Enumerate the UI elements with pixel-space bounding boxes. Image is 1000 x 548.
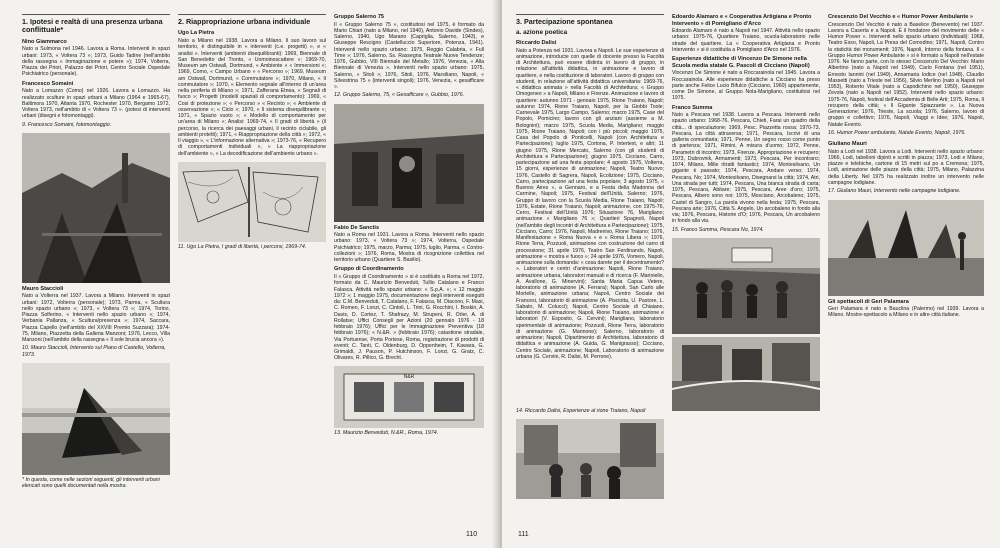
photo-mauri — [828, 200, 984, 296]
figure-caption: 14. Riccardo Dalisi, Esperienze al rione Traiano, Napoli — [516, 407, 646, 414]
photo-somaini — [22, 133, 170, 283]
artist-bio: Nato a Pescara nel 1938. Lavora a Pescara. Interventi nello spazio urbano: 1968-76, Pescara, Chieti, Farai un quadro della città... di speculazione; 1969, Pesc. Piazzetta rossa; 1970-73, Pescara, La città attraversa; 1971, Pescara, Iscrivi di una galleria comunitaria; 1971, Penne, Un segno rosso come punto di partenza; 1971, Rimini, A misura d'uomo; 1972, Penne, Parametri di incontro; 1973, Firenze, Appropriazione e recupero; 1973, Dubrovnik, Armamenti; 1973, Pescara, Per incontrarci; 1974, Milano, Mille ritratti fantastici; 1974, Montesilvano, Un gigante è passato; 1974, Pescara, Andare verso; 1974, Pescara, No; 1974, Montesilvano, Disegnarsi la città; 1974, Atri, Una strada per tutti; 1974, Pescara, Una bianca strada di carta; 1975, Pescara, Abitare; 1975, Pescara, Aree d'oro; 1975, Pescara, Albero sono noi; 1975, Mosciano, Arcobaleno; 1975, Castel di Sangro, La parola vivono nella festa; 1975, Pescara, Pescara arte; 1976, Città S. Angelo, Un arcobaleno in fondo alla via; 1976, Pescara, Historie d'O; 1976, Pescara, Un arcobaleno in fondo alla via. — [672, 112, 820, 225]
footnote: * In questa, come nelle sezioni seguenti, gli interventi urbani elencati sono quelli documentati nella mostra. — [22, 476, 160, 490]
page-number: 110 — [466, 531, 478, 538]
artist-name: Riccardo Dalisi — [516, 40, 557, 46]
artist-bio: Nato a Lodi nel 1938. Lavora a Lodi. Interventi nello spazio urbano: 1966, Lodi, tabelloni dipinti e scritti in piazza; 1973, Lodi e Milano, piazze e telebiche, cartone di 15 metri sul po a Cremona; 1975, Lodi, animazione delle piazze della città; 1975, Milano, Palazzina della Liberty. Nel 1975 ha realizzato inoltre un intervento nelle campagne lodigiane. — [828, 148, 984, 186]
figure-caption: 16. Humor Power ambulante, Natale Evento, Napoli, 1976. — [828, 129, 966, 136]
left-page — [0, 0, 498, 548]
right-column-1 — [516, 14, 664, 501]
artist-bio: Il « Gruppo di Coordinamento » si è costituito a Roma nel 1972, formato da C. Maurizio Benveduti, Tullio Catalano e Franco Falasca. Attività nello spazio urbano: « S.p.A. »; « 12 maggio 1972 »; 1 maggio 1975, documentazione degli interventi eseguiti da: C.M. Benveduti, T. Catalano, F. Falasca, M. Diacono, F. Masi, C. Romeo, F. Lonzi, C. Cintoli, L. Trini, G. Rocchini, I. Boskin, A. Davis, D. Cortez, T. Shafrazy, M. Strupeni, R. Orler, A. di Rollatse; Uffici Consegli per Azioni (20 gennaio 1976 - 18 febbraio 1976); Uffici per le Immaginazione Preventiva (18 febbraio 1976); « N.&R. » (febbraio 1976); catastione stradale, Via Portuense, Porta Portese, Roma, registrazione di prodotti di eventi; C. Tanti, C. Oldenburg, D. Oppenheim, T. Kawara, G. Grimaldi, J. Pauson, P. Hutchinson, F. Lonzi, G. Gratz, C. Olivares, R. Pillico, G. Brecht. — [334, 274, 484, 362]
left-column-1 — [22, 14, 170, 489]
artist-bio: Nato a Milano nel 1938. Lavora a Milano. Il suo lavoro sul territorio, è distinguibile in « interventi (c.e. progetti) », e « analisi ». Interventi (ambienti disequilibranti): 1969, Biennale di San Benedetto del Tronto, « Uomoinoscattere »; 1969-70, Museum am Ostwall, Dortmund, « Ambiente » « Immersioni »; 1969, Como, « Campo Urbano » « Percorso »; 1969, Museum am Ostwall, Dortmund, « Commutatore »; 1970, Milano, « Il commutatore »; 1970, « Elemento segnale all'interno di un'area nella periferia di Milano »; 1971, Zafferana Etnea, « Segnali di fuoco »; Progetti (modelli spaziali di comportamento): 1969, « Cosi di protezione »; « Percorso » « Recinto »; « Ambiente di osservazione »; « Ciclo »; 1970, « Il sistema disequilibrante »; 1971, « Spazio vuoto »; « Modello di comportamento per un'area di Milano »; Analisi: 1969-74, « Il gradi di libertà » (il percorso, la ricerca dei paesaggi urbani, il recinto ciclabile, gli ambienti protetti); 1971, « Riappropriazione della città »; 1972, « Il viaggio », « L'informazione alternativa »; 1973-76, « Recupero di comportamenti individuali », « La riappropriazione dell'ambiente », « La decodificazione dell'ambiente urbano ». — [178, 38, 326, 157]
figure-caption: 17. Giuliano Mauri, Intervento nelle campagne lodigiane. — [828, 188, 961, 195]
figure-caption: 12. Gruppo Salerno, 75, « Gesafficare », Gubbio, 1976. — [334, 92, 465, 99]
section-title: 1. Ipotesi e realtà di una presenza urbana conflittuale* — [22, 17, 163, 35]
photo-gruppo-salerno — [334, 104, 484, 222]
section-title: 3. Partecipazione spontanea — [516, 17, 613, 26]
figure-caption: 13. Maurizio Benveduti, N.&R., Roma, 1974. — [334, 429, 439, 436]
page-number: 111 — [518, 531, 529, 538]
left-column-3 — [334, 14, 484, 441]
right-column-3 — [828, 14, 984, 319]
artist-name: Crescenzio Del Vecchio e « Humor Power Ambulante » — [828, 14, 973, 20]
photo-benveduti — [334, 366, 484, 428]
artist-name: Edoardo Alamaro e « Cooperativa Artigiana e Pronto Intervento » di Pomigliano d'Arco — [672, 14, 812, 27]
artist-bio: Crescenzio Del Vecchio è nato a Baselice (Benevento) nel 1937. Lavora a Caserta e a Napoli. È il fondatore del movimento delle « Humor Power ». Interventi nello spazio urbano (individuali): 1968, Teatro Esso, Napoli, La Presa del Comodino; 1971, Napoli, Contro la staticità dei monumenti; 1976, Napoli, Intorno della fontana. Il « Gruppo Humor Power Ambulante » si è formato a Napoli nell'estate 1976. Ne fanno parte, con lo stesso Crescenzio Del Vecchio: Mario Albertino (nato a Napoli nel 1949), Carlo Fontana (nel 1951), Ernesto Iannini (nel 1949), Annamaria Iodice (nel 1948), Claudio Massetti (nato a Trieste nel 1956), Silvio Merlino (nato a Napoli nel 1953), Roberto Vitale (nato a Capodichino nel 1950), Giuseppe Zevola (nato a Napoli nel 1952). Interventi nello spazio urbano: 1975-76, Napoli, festival dell'Accademia di Belle Arti; 1975, Roma, Il recupero della città; « Il Gigante Spiazzante ». La Nuova Generazione; 1976, Trieste, La scuola; 1976, Salerno, lavoro di gruppo e collettivo; 1976, Napoli, Viaggi e Idee; 1976, Napoli, Natale Evento. — [828, 21, 984, 128]
artist-name: Gruppo di Coordinamento — [334, 266, 404, 273]
artist-bio: Edoardo Alamaro è nato a Napoli nel 1947. Attività nello spazio urbano: 1975-76, Quartiere Traiano, scuola-laboratorio nelle strade del quartiere. La « Cooperativa Artigiana e Pronto Intervento » si è costituita a Pomigliano d'Arco nel 1976. — [672, 28, 820, 53]
artist-bio: Nato a Potenza nel 1931. Lavora a Napoli. Le sue esperienze di animazione, introducte con quelle di docente presso la Facoltà di Architettura, può essere distinta in lavoro di gruppo, in relazione all'attività didattica, in animazione e lavoro di quartiere, e nella costituzione di laboratori. Lavoro di gruppo con studenti, in relazione all'attività didattica universitaria: 1969-76, « didattica animata » nella Facoltà di Architettura; « Gruppo Omogeneo » a Napoli, Milano e Firenze. Animazione e lavoro di quartiere: autunno 1971 - gennaio 1975, Rione Traiano, Napoli; autunno 1974, Rione Traiano, Napoli, per la Giobbi Toole; Carnevale 1975, Largo Campo, Salerno; marzo 1975, Case del Popolo, Pomicino; lavoro con gli anziani (assieme a M. Bolognini); marzo 1975, Scuola Media, Marigliano; maggio 1975, Rione Traiano, Napoli; con i più piccoli; maggio 1975, Casa del Popolo di Ponticelli, Napoli (con Architettura e Partecipazione); luglio 1975, Cortona, P. Intertext, e altri; 11 giugno 1975, Rione Mercato, Salerno (con gli studenti di Architettura e Partecipazione); giugno 1975, Cicciano, Carro, partecipazione ad una festa popolare; 4 agosto 1975, Volterra, 15 giorni, esperienze di animazione; Napoli, Teatro Nuovo; 1976, Castello di Sagrera, Napoli, Ecolizione; 1975, Cicciano, Carro, partecipazione ad una festa popolare; 3 agosto 1975, « Buenos Aires », a Gennaro, e a Festa della Madonna del Carmine, Napoli; 1975, Festival dell'Unità, Salerno; 1976, Gruppo di lavoro con la Scuola Media, Rione Traiano, Napoli; 1976, Estate, Rione Traiano, Napoli; animazione, con 1975-76, Cerro, Festival dell'Unità 1976; Situazione 76, Marigliano; animazione « Marigliano 76 »; Quartieri Spagnoli, Napoli (nell'ambito degli incontri di Architettura e Partecipazione); 1975, Cicciano, Carro; 1976, Napoli, Madrenivo, Rione Traiano; 1976, Manifestazione « Roma Nuova » e « Roma Libera »; 1976, Rione Terra, Pozzuoli, animazione con costruzione del carro di processione; 31 aprile 1976, Teatro San Ferdinando, Napoli, animazione « mostra e fuoco »; 24 aprile 1976, Vomero, Napoli, animazione sulla domanda: « cosa darete per il decentramento? ». Laboratori e centri d'animazione: Napoli, Rione Traiano, animazione urbana, laboratori manuali e di ricerca (F. Mariniello, A. Avallone, G. Minervini); Santa Maria Capua Vetere, laboratorio di animazione (A. Ferrara); Napoli, San Carlo alle Mortelle, animazione urbana; Napoli, Centro Sociale dei Francesi, laboratorio di animazione (A. Pisciotta, U. Pastore, L. Sabato, M. Colucci); Napoli, Centro Sociale di Chiaiano, laboratorio di animazione; Napoli, Rione Traiano, animazione e laboratori (V. Esposito, G. Cervini); Marigliano, laboratorio sperimentale di animazione; Pozzuoli, Rione Terra, laboratorio di animazione (G. Mannone); Salerno, laboratorio di animazione; Napoli, Dipartimento di Architettura, laboratorio di didattica e animazione (A. Guida, G. Manigrasso); Cicciano, Centro Sociale, animazione; Napoli, Laboratorio di animazione urbana (G. Cervini, R. Dalisi, M. Perrone). — [516, 47, 664, 360]
artist-name: Ugo La Pietra — [178, 30, 215, 37]
artist-bio: Il « Gruppo Salerno 75 », costituitosi nel 1975, è formato da Mario Chiari (nato a Milano, nel 1940), Antonio Davide (Sindes), Salerno, 1940, Ugo Marano (Capriglia, Salerno, 1943), e Giuseppe Rescigno (Castelluccio Superiore, Potenza, 1941). Interventi nello spazio urbano: 1975, Reggio Calabria, « Full Time »; 1976, Salerno, Ss. Rassegna Teatrale Nuove Tendenze; 1976, Gubbio, VIII Biennale del Metallo; 1976, Venezia, « Alla Biennale di Venezia ». Interventi nello spazio urbano: 1975, Salerno, « Sitoli »; 1976, Sitoli, 1976, Marsiliano, Napoli, « Silvestrina 75 » (interventi singoli); 1976, Venezia, « gesafficare ». — [334, 21, 484, 91]
photo-staccioli — [22, 363, 170, 475]
artist-bio: Vincenzo De Simone è nato a Roccarainola nel 1945. Lavora a Roccarainola. Alle esperienze didattiche a Cicciano ha preso parte anche Felice Lucio Bifulco (Cicciano, 1960) appartenente, come De Simone, al Gruppo Nola-Marigliano, costituitosi nel 1975. — [672, 70, 820, 102]
figure-caption: 10. Mauro Staccioli, Intervento sul Piano di Castello, Volterra, 1973. — [22, 345, 166, 358]
artist-name: Gli spettacoli di Geri Palamara — [828, 298, 909, 305]
section-rule — [178, 14, 326, 15]
right-page — [502, 0, 1000, 548]
artist-name: Fabio De Sanctis — [334, 224, 380, 231]
photo-la-pietra — [178, 162, 326, 242]
artist-bio: Geri Palamara è nato a Bauclina (Palermo) nel 1939. Lavora a Milano. Mostre-spettacolo a Milano e in altre città italiane. — [828, 306, 984, 319]
artist-name: Francesco Somaini — [22, 80, 74, 87]
section-rule — [516, 14, 664, 15]
artist-name: Gruppo Salerno 75 — [334, 14, 385, 20]
artist-bio: Nato a Lomazzo (Como) nel 1926. Lavora a Lomazzo. Ha realizzato sculture in spazi urbani a Milano (1964 e 1965-67), Baltimora 1970, Atlanta 1970, Rochester 1970, Bergamo 1972, Voltera 1973, nell'ambito di « Voltera 73 ». (potesi di interventi urbani (disegni e fotomontaggi). — [22, 88, 170, 120]
svg-text:N&R: N&R — [403, 373, 415, 380]
figure-caption: 9. Francesco Somaini, fotomontaggio. — [22, 121, 112, 128]
section-title: 2. Riappropriazione urbana individuale — [178, 17, 311, 26]
section-rule — [22, 14, 170, 15]
figure-caption: 11. Ugo La Pietra, I gradi di libertà, i percorsi, 1969-74. — [178, 243, 307, 250]
artist-name: Nino Giammarco — [22, 38, 67, 45]
photo-dalisi — [516, 419, 664, 499]
artist-bio: Nato a Volterra nel 1937. Lavora a Milano. Interventi in spazi urbani: 1972, Volterra (personale); 1973, Parma, « Scultura nello spazio urbano »; 1973, « Voltera 73 »; 1974, Torino, Piazza Solferino, « Interventi nello spazio urbano »; 1974, Verbania Pallanza, « Scultura/presenza »; 1974, Saccara, Piazza Capello (nell'ambito del XXVIII Premio Suzzara); 1974-75, Milano, Piazzetta della Galleria Manzoni; 1976, Lecco, Villa Manzoni (nell'ambito della rassegna « Il sole brucia ancora »). — [22, 293, 170, 344]
left-column-2 — [178, 14, 326, 255]
right-column-2 — [672, 14, 820, 413]
artist-name: Giuliano Mauri — [828, 141, 867, 148]
section-subtitle: a. azione poetica — [516, 29, 568, 37]
artist-bio: Nato a Roma nel 1931. Lavora a Roma. Interventi nello spazio urbano: 1973, « Voltera 73 »; 1974, Volterra, Ospedale Psichiatrico; 1975, marzo, Parma; 1975, luglio, Parma, « Contro-collezioni »; 1976, Roma, Mostra di ricognizione collettiva nel territorio urbano (Quartiere S. Basilio). — [334, 232, 484, 264]
artist-bio: Nato a Sulmona nel 1946. Lavora a Roma. Interventi in spazi urbani: 1973, « Voltera 73 »; 1973, Guido Tadine (nell'ambito della rassegna « Immaginazione e potere »); 1974, Volterra, Piazza dei Priori, Palazzo dei Priori, Centro Sociale Ospedale Psichiatrico (personale). — [22, 46, 170, 78]
artist-name: Franco Summa — [672, 104, 713, 111]
figure-caption: 15. Franco Summa, Pescara No, 1974. — [672, 226, 764, 233]
photo-summa-2 — [672, 337, 820, 411]
photo-summa-1 — [672, 238, 820, 334]
artist-name: Mauro Staccioli — [22, 285, 64, 292]
artist-name: Esperienze didattiche di Vincenzo De Simone nella Scuola media statale G. Pascoli di Cicciano (Napoli) — [672, 56, 810, 69]
